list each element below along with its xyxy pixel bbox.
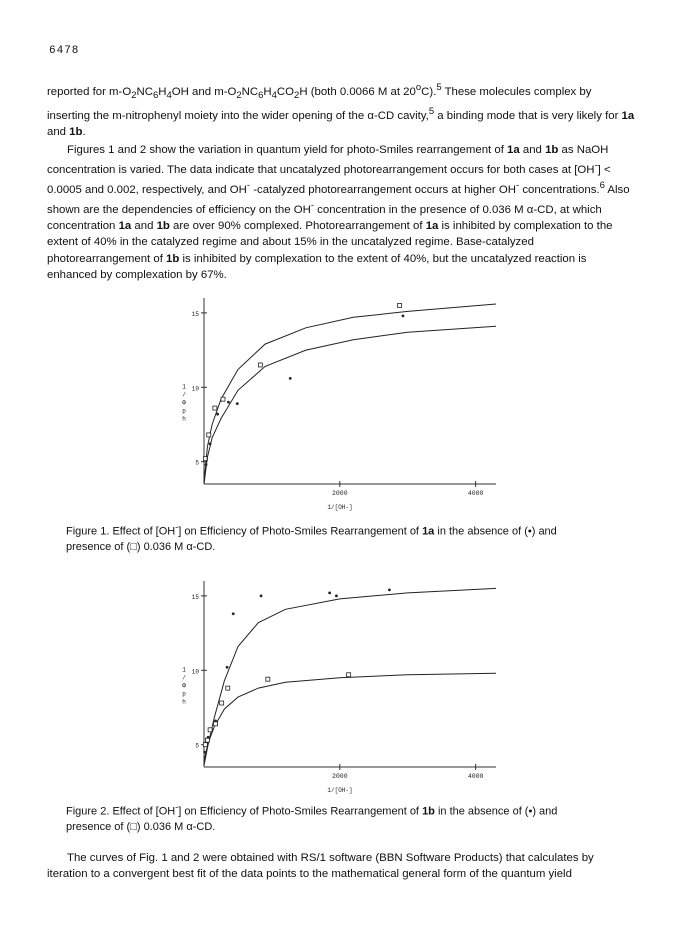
x-axis-label: 1/[OH-] bbox=[327, 504, 353, 511]
y-axis-label-char: 1 bbox=[182, 383, 186, 391]
x-axis-label: 1/[OH-] bbox=[327, 787, 353, 794]
data-point-dot bbox=[236, 402, 239, 405]
paragraph-3: The curves of Fig. 1 and 2 were obtained with RS/1 software (BBN Software Products) that calculates by iteration to a convergent best fit of the data points to the mathematical general form of the quantum yield bbox=[47, 852, 594, 881]
y-axis-label-char: h bbox=[182, 415, 186, 423]
data-point-square bbox=[213, 406, 217, 410]
data-point-dot bbox=[205, 463, 208, 466]
data-point-dot bbox=[388, 589, 391, 592]
data-point-square bbox=[221, 397, 225, 401]
data-point-square bbox=[207, 433, 211, 437]
data-point-dot bbox=[328, 592, 331, 595]
figure-1-caption: Figure 1. Effect of [OH-] on Efficiency of Photo-Smiles Rearrangement of 1a in the absence of (•) and presence of (□) 0.036 M α-CD. bbox=[66, 522, 557, 553]
y-tick-label: 10 bbox=[191, 385, 199, 393]
x-tick-label: 2000 bbox=[332, 490, 348, 497]
y-axis-label-char: 1 bbox=[182, 666, 186, 674]
fit-curve-series-2 bbox=[204, 673, 496, 761]
data-point-square bbox=[220, 701, 224, 705]
data-point-dot bbox=[335, 594, 338, 597]
data-point-square bbox=[214, 722, 218, 726]
y-axis-label-char: / bbox=[182, 391, 186, 399]
data-point-dot bbox=[402, 314, 405, 317]
data-point-square bbox=[347, 673, 351, 677]
y-tick-label: 15 bbox=[191, 310, 199, 318]
data-point-dot bbox=[260, 594, 263, 597]
fit-curve-series-1 bbox=[204, 304, 496, 483]
data-point-square bbox=[266, 677, 270, 681]
x-tick-label: 2000 bbox=[332, 773, 348, 780]
y-tick-label: 10 bbox=[191, 668, 199, 676]
y-axis-label-char: Φ bbox=[182, 399, 186, 407]
y-tick-label: 5 bbox=[195, 742, 199, 750]
y-axis-label-char: Φ bbox=[182, 682, 186, 690]
data-point-dot bbox=[289, 377, 292, 380]
paragraph-2: Figures 1 and 2 show the variation in quantum yield for photo-Smiles rearrangement of 1a and 1b as NaOH concentration is varied. The data indicate that uncatalyzed photorearrangement occurs for both cases at [OH-] < 0.0005 and 0.002, respectively, and OH- -catalyzed photorearrangement occurs at higher OH- concentrations.$^6$ Also shown are the dependencies of efficiency on the OH- concentration in the presence of 0.036 M α-CD, at which concentration 1a and 1b are over 90% complexed. Photorearrangement of 1a is inhibited by complexation to the extent of 40% in the catalyzed regime and about 15% in the uncatalyzed regime. Base-catalyzed photorearrangement of 1b is inhibited by complexation to the extent of 40%, but the uncatalyzed reaction is enhanced by complexation by 67%. bbox=[47, 144, 630, 281]
figure-2-caption: Figure 2. Effect of [OH-] on Efficiency of Photo-Smiles Rearrangement of 1b in the absence of (•) and presence of (□) 0.036 M α-CD. bbox=[66, 802, 558, 833]
data-point-dot bbox=[232, 612, 235, 615]
y-axis-label-char: / bbox=[182, 674, 186, 682]
data-point-dot bbox=[226, 666, 229, 669]
y-axis-label-char: p bbox=[182, 407, 186, 415]
data-point-square bbox=[203, 743, 207, 747]
data-point-square bbox=[205, 738, 209, 742]
y-axis-label-char: h bbox=[182, 698, 186, 706]
y-axis-label-char: p bbox=[182, 690, 186, 698]
data-point-dot bbox=[227, 401, 230, 404]
paragraph-1: reported for $m-O_2NC_6H_4OH$ and $m-O_2NC_6H_4CO_2H$ (both 0.0066 M at 20$^o$C).$^5$ These molecules complex by inserting the m-nitrophenyl moiety into the wider opening of the α-CD cavity,$^5$ a binding mode that is very likely for 1a and 1b. bbox=[47, 82, 635, 139]
x-tick-label: 4000 bbox=[467, 773, 484, 780]
data-point-square bbox=[226, 686, 230, 690]
figure-2-chart bbox=[170, 575, 510, 800]
data-point-square bbox=[208, 728, 212, 732]
y-tick-label: 15 bbox=[191, 593, 199, 601]
figure-1-chart bbox=[170, 292, 510, 517]
page-number: 6478 bbox=[49, 45, 80, 57]
x-tick-label: 4000 bbox=[467, 490, 484, 497]
data-point-dot bbox=[209, 442, 212, 445]
data-point-dot bbox=[216, 413, 219, 416]
y-tick-label: 5 bbox=[195, 459, 199, 467]
fit-curve-series-2 bbox=[204, 326, 496, 484]
data-point-square bbox=[258, 363, 262, 367]
data-point-square bbox=[398, 303, 402, 307]
